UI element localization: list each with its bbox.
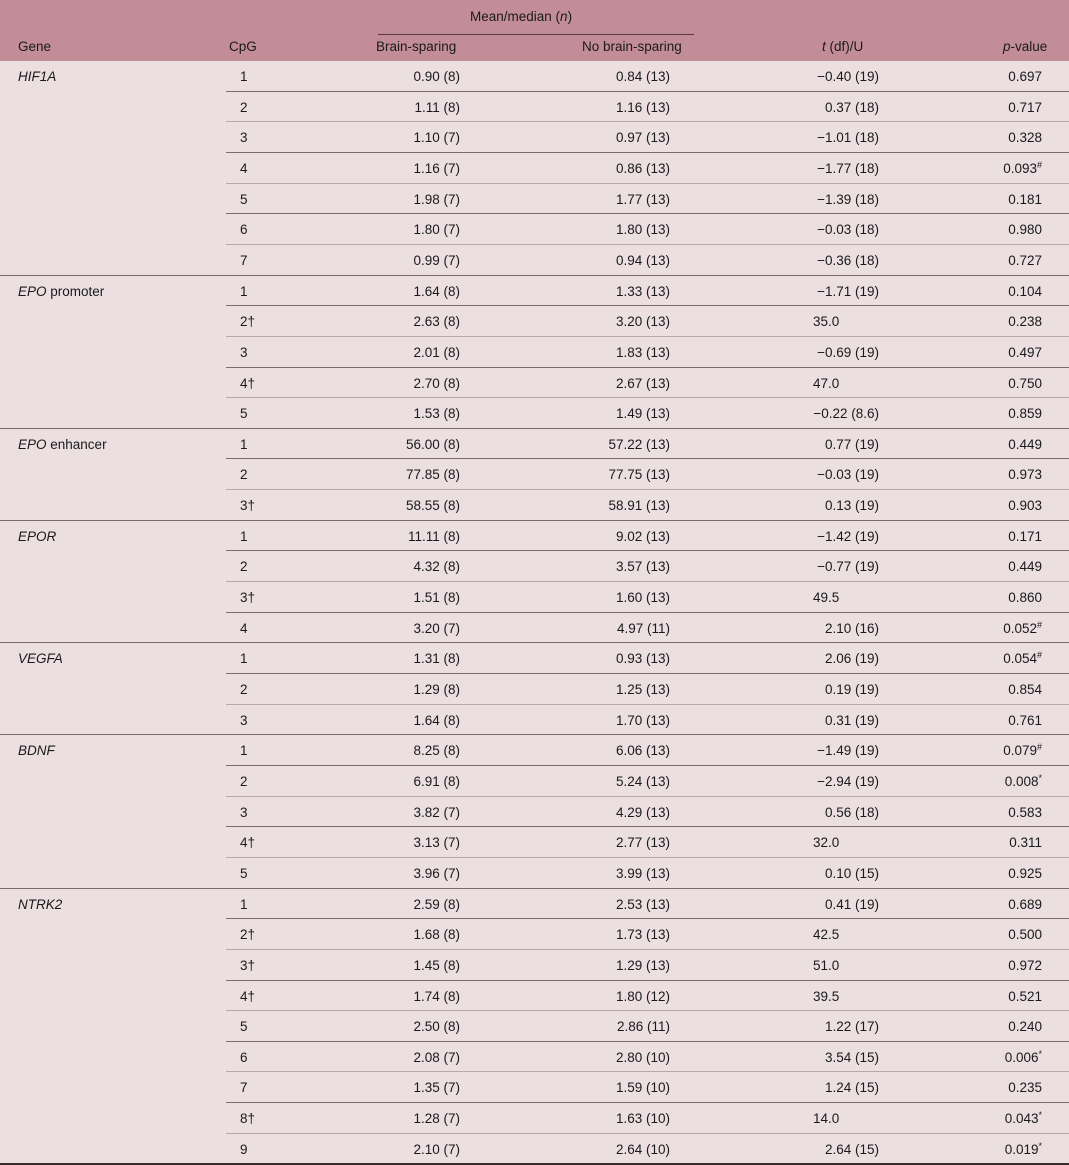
gene-label: EPO enhancer xyxy=(18,436,107,452)
gene-label: EPO promoter xyxy=(18,283,105,299)
cpg-cell: 5 xyxy=(240,865,248,881)
brain-sparing-cell: 2.08 (7) xyxy=(413,1049,460,1065)
p-value-cell: 0.860 xyxy=(1008,590,1042,606)
t-stat-cell: 0.10 (15) xyxy=(824,865,879,881)
t-stat-cell: 2.10 (16) xyxy=(824,620,879,636)
no-brain-sparing-cell: 0.86 (13) xyxy=(615,160,670,176)
gene-label: VEGFA xyxy=(18,651,63,667)
cpg-cell: 3† xyxy=(240,498,256,514)
col-header-t-df-u: t (df)/U xyxy=(822,39,864,54)
no-brain-sparing-cell: 0.84 (13) xyxy=(615,69,670,84)
col-header-no-brain-sparing: No brain-sparing xyxy=(582,39,682,54)
t-stat-cell: −0.03 (18) xyxy=(817,222,879,238)
brain-sparing-cell: 1.64 (8) xyxy=(413,712,460,728)
brain-sparing-cell: 1.74 (8) xyxy=(413,988,460,1004)
cpg-cell: 2 xyxy=(240,682,248,697)
table-row xyxy=(0,276,1069,307)
p-value-cell: 0.008* xyxy=(1004,772,1042,789)
brain-sparing-cell: 2.10 (7) xyxy=(413,1141,460,1157)
cpg-cell: 3† xyxy=(240,957,256,973)
p-value-cell: 0.717 xyxy=(1008,99,1042,115)
table-row xyxy=(0,613,1069,644)
table-row xyxy=(0,766,1069,797)
p-value-cell: 0.235 xyxy=(1008,1080,1042,1096)
table-row xyxy=(0,1072,1069,1103)
cpg-cell: 2 xyxy=(240,773,248,789)
significance-mark: * xyxy=(1038,772,1042,783)
no-brain-sparing-cell: 77.75 (13) xyxy=(608,467,670,483)
brain-sparing-cell: 1.68 (8) xyxy=(413,927,460,943)
no-brain-sparing-cell: 1.16 (13) xyxy=(615,99,670,115)
p-value-cell: 0.104 xyxy=(1008,283,1042,299)
no-brain-sparing-cell: 2.64 (10) xyxy=(615,1141,670,1157)
cpg-cell: 7 xyxy=(240,1080,248,1096)
col-header-cpg: CpG xyxy=(229,39,257,54)
cpg-cell: 4 xyxy=(240,160,248,176)
p-value-cell: 0.500 xyxy=(1008,927,1042,943)
t-stat-cell: 51.0 xyxy=(813,957,840,973)
t-stat-cell: −0.77 (19) xyxy=(817,559,879,575)
table-row xyxy=(0,582,1069,613)
p-value-cell: 0.181 xyxy=(1008,191,1042,207)
table-row xyxy=(0,368,1069,399)
brain-sparing-cell: 1.35 (7) xyxy=(413,1080,460,1096)
t-stat-cell: 1.22 (17) xyxy=(824,1019,879,1035)
significance-mark: * xyxy=(1038,1048,1042,1059)
brain-sparing-cell: 56.00 (8) xyxy=(405,436,460,452)
cpg-cell: 1 xyxy=(240,743,248,759)
table-row xyxy=(0,1011,1069,1042)
no-brain-sparing-cell: 2.80 (10) xyxy=(615,1049,670,1065)
t-stat-cell: 0.31 (19) xyxy=(824,712,879,728)
p-value-cell: 0.689 xyxy=(1008,896,1042,912)
p-value-cell: 0.079# xyxy=(1003,742,1042,759)
brain-sparing-cell: 1.29 (8) xyxy=(413,682,460,697)
t-stat-cell: −1.39 (18) xyxy=(817,191,879,207)
p-value-cell: 0.019* xyxy=(1004,1140,1042,1157)
p-value-cell: 0.925 xyxy=(1008,865,1042,881)
p-value-cell: 0.006* xyxy=(1004,1048,1042,1065)
no-brain-sparing-cell: 1.77 (13) xyxy=(615,191,670,207)
brain-sparing-cell: 2.63 (8) xyxy=(413,314,460,330)
table-row xyxy=(0,889,1069,920)
cpg-cell: 6 xyxy=(240,1049,248,1065)
table-row xyxy=(0,1103,1069,1134)
t-stat-cell: 0.13 (19) xyxy=(824,498,879,514)
p-value-cell: 0.973 xyxy=(1008,467,1042,483)
table-row xyxy=(0,184,1069,215)
p-value-cell: 0.054# xyxy=(1003,650,1042,667)
table-row xyxy=(0,827,1069,858)
cpg-cell: 2† xyxy=(240,927,256,943)
no-brain-sparing-cell: 1.59 (10) xyxy=(615,1080,670,1096)
p-value-cell: 0.761 xyxy=(1008,712,1042,728)
cpg-cell: 1 xyxy=(240,896,248,912)
significance-mark: # xyxy=(1036,619,1042,630)
brain-sparing-cell: 2.59 (8) xyxy=(413,896,460,912)
cpg-cell: 1 xyxy=(240,436,248,452)
significance-mark: # xyxy=(1036,742,1042,753)
no-brain-sparing-cell: 0.94 (13) xyxy=(615,252,670,268)
table-row xyxy=(0,153,1069,184)
table-row xyxy=(0,797,1069,828)
cpg-cell: 3 xyxy=(240,712,248,728)
no-brain-sparing-cell: 2.77 (13) xyxy=(615,835,670,851)
p-value-cell: 0.449 xyxy=(1008,436,1042,452)
t-stat-cell: −1.71 (19) xyxy=(817,283,879,299)
table-row xyxy=(0,919,1069,950)
p-value-cell: 0.521 xyxy=(1008,988,1042,1004)
t-stat-cell: −2.94 (19) xyxy=(817,773,879,789)
no-brain-sparing-cell: 3.99 (13) xyxy=(615,865,670,881)
no-brain-sparing-cell: 9.02 (13) xyxy=(615,528,670,544)
table-row xyxy=(0,521,1069,552)
no-brain-sparing-cell: 57.22 (13) xyxy=(608,436,670,452)
t-stat-cell: 39.5 xyxy=(813,988,840,1004)
t-stat-cell: 49.5 xyxy=(813,590,840,606)
no-brain-sparing-cell: 1.70 (13) xyxy=(615,712,670,728)
t-stat-cell: 47.0 xyxy=(813,375,840,391)
no-brain-sparing-cell: 1.49 (13) xyxy=(615,406,670,422)
no-brain-sparing-cell: 4.29 (13) xyxy=(615,804,670,820)
no-brain-sparing-cell: 1.80 (13) xyxy=(615,222,670,238)
t-stat-cell: 2.64 (15) xyxy=(824,1141,879,1157)
brain-sparing-cell: 58.55 (8) xyxy=(405,498,460,514)
table-row xyxy=(0,398,1069,429)
brain-sparing-cell: 2.50 (8) xyxy=(413,1019,460,1035)
brain-sparing-cell: 3.20 (7) xyxy=(413,620,460,636)
brain-sparing-cell: 8.25 (8) xyxy=(413,743,460,759)
cpg-cell: 2 xyxy=(240,99,248,115)
no-brain-sparing-cell: 2.67 (13) xyxy=(615,375,670,391)
no-brain-sparing-cell: 1.83 (13) xyxy=(615,344,670,360)
cpg-cell: 6 xyxy=(240,222,248,238)
p-value-cell: 0.859 xyxy=(1008,406,1042,422)
cpg-cell: 8† xyxy=(240,1111,256,1127)
significance-mark: * xyxy=(1038,1140,1042,1151)
p-value-cell: 0.972 xyxy=(1008,957,1042,973)
brain-sparing-cell: 3.13 (7) xyxy=(413,835,460,851)
t-stat-cell: 1.24 (15) xyxy=(824,1080,879,1096)
no-brain-sparing-cell: 0.93 (13) xyxy=(615,651,670,667)
table-row xyxy=(0,643,1069,674)
brain-sparing-cell: 1.10 (7) xyxy=(413,130,460,146)
gene-label: BDNF xyxy=(18,743,55,759)
cpg-cell: 5 xyxy=(240,406,248,422)
brain-sparing-cell: 1.31 (8) xyxy=(413,651,460,667)
cpg-cell: 2 xyxy=(240,559,248,575)
table-row xyxy=(0,705,1069,736)
t-stat-cell: −1.42 (19) xyxy=(817,528,879,544)
t-stat-cell: 0.41 (19) xyxy=(824,896,879,912)
brain-sparing-cell: 4.32 (8) xyxy=(413,559,460,575)
brain-sparing-cell: 0.90 (8) xyxy=(413,69,460,84)
t-stat-cell: 0.77 (19) xyxy=(824,436,879,452)
p-value-cell: 0.238 xyxy=(1008,314,1042,330)
table-row xyxy=(0,61,1069,92)
no-brain-sparing-cell: 2.86 (11) xyxy=(616,1019,670,1035)
p-value-cell: 0.171 xyxy=(1008,528,1042,544)
significance-mark: # xyxy=(1036,650,1042,661)
t-stat-cell: 14.0 xyxy=(813,1111,840,1127)
no-brain-sparing-cell: 5.24 (13) xyxy=(615,773,670,789)
t-stat-cell: −0.40 (19) xyxy=(817,69,879,84)
brain-sparing-cell: 1.51 (8) xyxy=(413,590,460,606)
t-stat-cell: 3.54 (15) xyxy=(824,1049,879,1065)
no-brain-sparing-cell: 1.29 (13) xyxy=(615,957,670,973)
col-header-gene: Gene xyxy=(18,39,52,54)
table-row xyxy=(0,92,1069,123)
no-brain-sparing-cell: 2.53 (13) xyxy=(615,896,670,912)
t-stat-cell: −1.49 (19) xyxy=(817,743,879,759)
col-header-p-value: p-value xyxy=(1003,39,1048,54)
cpg-cell: 2 xyxy=(240,467,248,483)
brain-sparing-cell: 1.11 (8) xyxy=(414,99,460,115)
t-stat-cell: −0.03 (19) xyxy=(817,467,879,483)
t-stat-cell: 0.19 (19) xyxy=(824,682,879,697)
cpg-cell: 1 xyxy=(240,651,248,667)
t-stat-cell: −1.01 (18) xyxy=(817,130,879,146)
t-stat-cell: 2.06 (19) xyxy=(824,651,879,667)
table-row xyxy=(0,1042,1069,1073)
cpg-cell: 2† xyxy=(240,314,256,330)
no-brain-sparing-cell: 3.57 (13) xyxy=(615,559,670,575)
no-brain-sparing-cell: 6.06 (13) xyxy=(615,743,670,759)
gene-label: NTRK2 xyxy=(18,896,63,912)
table-row xyxy=(0,1134,1069,1165)
t-stat-cell: 0.37 (18) xyxy=(824,99,879,115)
brain-sparing-cell: 6.91 (8) xyxy=(413,773,460,789)
table-row xyxy=(0,551,1069,582)
brain-sparing-cell: 1.45 (8) xyxy=(413,957,460,973)
cpg-cell: 3 xyxy=(240,130,248,146)
p-value-cell: 0.750 xyxy=(1008,375,1042,391)
brain-sparing-cell: 2.01 (8) xyxy=(413,344,460,360)
cpg-cell: 4† xyxy=(240,988,256,1004)
brain-sparing-cell: 0.99 (7) xyxy=(413,252,460,268)
table-row xyxy=(0,214,1069,245)
cpg-cell: 4† xyxy=(240,375,256,391)
gene-label: HIF1A xyxy=(18,69,57,84)
cpg-cell: 5 xyxy=(240,1019,248,1035)
brain-sparing-cell: 1.16 (7) xyxy=(413,160,460,176)
table-row xyxy=(0,429,1069,460)
no-brain-sparing-cell: 0.97 (13) xyxy=(615,130,670,146)
p-value-cell: 0.854 xyxy=(1008,682,1042,697)
table-row xyxy=(0,735,1069,766)
t-stat-cell: −0.69 (19) xyxy=(817,344,879,360)
cpg-cell: 1 xyxy=(240,283,248,299)
table-row xyxy=(0,674,1069,705)
col-header-brain-sparing: Brain-sparing xyxy=(376,39,457,54)
cpg-cell: 3 xyxy=(240,344,248,360)
no-brain-sparing-cell: 1.73 (13) xyxy=(615,927,670,943)
p-value-cell: 0.903 xyxy=(1008,498,1042,514)
t-stat-cell: −0.36 (18) xyxy=(817,252,879,268)
cpg-cell: 9 xyxy=(240,1141,248,1157)
no-brain-sparing-cell: 1.33 (13) xyxy=(615,283,670,299)
table-row xyxy=(0,490,1069,521)
brain-sparing-cell: 3.82 (7) xyxy=(413,804,460,820)
no-brain-sparing-cell: 1.63 (10) xyxy=(615,1111,670,1127)
t-stat-cell: 0.56 (18) xyxy=(824,804,879,820)
table-row xyxy=(0,950,1069,981)
p-value-cell: 0.583 xyxy=(1008,804,1042,820)
brain-sparing-cell: 1.98 (7) xyxy=(413,191,460,207)
brain-sparing-cell: 2.70 (8) xyxy=(413,375,460,391)
p-value-cell: 0.727 xyxy=(1008,252,1042,268)
no-brain-sparing-cell: 1.25 (13) xyxy=(615,682,670,697)
no-brain-sparing-cell: 3.20 (13) xyxy=(615,314,670,330)
p-value-cell: 0.980 xyxy=(1008,222,1042,238)
no-brain-sparing-cell: 58.91 (13) xyxy=(608,498,670,514)
p-value-cell: 0.328 xyxy=(1008,130,1042,146)
p-value-cell: 0.043* xyxy=(1004,1110,1042,1127)
table-row xyxy=(0,981,1069,1012)
group-header-mean-median: Mean/median (n) xyxy=(470,9,573,24)
cpg-cell: 5 xyxy=(240,191,248,207)
p-value-cell: 0.697 xyxy=(1008,69,1042,84)
p-value-cell: 0.449 xyxy=(1008,559,1042,575)
no-brain-sparing-cell: 4.97 (11) xyxy=(616,620,670,636)
brain-sparing-cell: 1.64 (8) xyxy=(413,283,460,299)
table-row xyxy=(0,122,1069,153)
table-row xyxy=(0,858,1069,889)
p-value-cell: 0.311 xyxy=(1009,835,1042,851)
t-stat-cell: −1.77 (18) xyxy=(817,160,879,176)
no-brain-sparing-cell: 1.80 (12) xyxy=(615,988,670,1004)
table-row xyxy=(0,337,1069,368)
brain-sparing-cell: 3.96 (7) xyxy=(413,865,460,881)
cpg-cell: 1 xyxy=(240,69,248,84)
brain-sparing-cell: 1.80 (7) xyxy=(413,222,460,238)
t-stat-cell: 32.0 xyxy=(813,835,840,851)
p-value-cell: 0.093# xyxy=(1003,159,1042,176)
table-row xyxy=(0,459,1069,490)
cpg-cell: 3† xyxy=(240,590,256,606)
significance-mark: # xyxy=(1036,159,1042,170)
group-header-rule xyxy=(378,34,694,35)
gene-label: EPOR xyxy=(18,528,57,544)
cpg-cell: 3 xyxy=(240,804,248,820)
table-row xyxy=(0,306,1069,337)
significance-mark: * xyxy=(1038,1110,1042,1121)
p-value-cell: 0.497 xyxy=(1008,344,1042,360)
p-value-cell: 0.240 xyxy=(1008,1019,1042,1035)
cpg-cell: 4† xyxy=(240,835,256,851)
cpg-cell: 7 xyxy=(240,252,248,268)
t-stat-cell: −0.22 (8.6) xyxy=(813,406,879,422)
cpg-cell: 4 xyxy=(240,620,248,636)
p-value-cell: 0.052# xyxy=(1003,619,1042,636)
brain-sparing-cell: 11.11 (8) xyxy=(407,528,460,544)
cpg-cell: 1 xyxy=(240,528,248,544)
brain-sparing-cell: 1.53 (8) xyxy=(413,406,460,422)
table-row xyxy=(0,245,1069,276)
brain-sparing-cell: 77.85 (8) xyxy=(405,467,460,483)
brain-sparing-cell: 1.28 (7) xyxy=(413,1111,460,1127)
t-stat-cell: 35.0 xyxy=(813,314,840,330)
t-stat-cell: 42.5 xyxy=(813,927,840,943)
table-header xyxy=(0,0,1069,61)
no-brain-sparing-cell: 1.60 (13) xyxy=(615,590,670,606)
